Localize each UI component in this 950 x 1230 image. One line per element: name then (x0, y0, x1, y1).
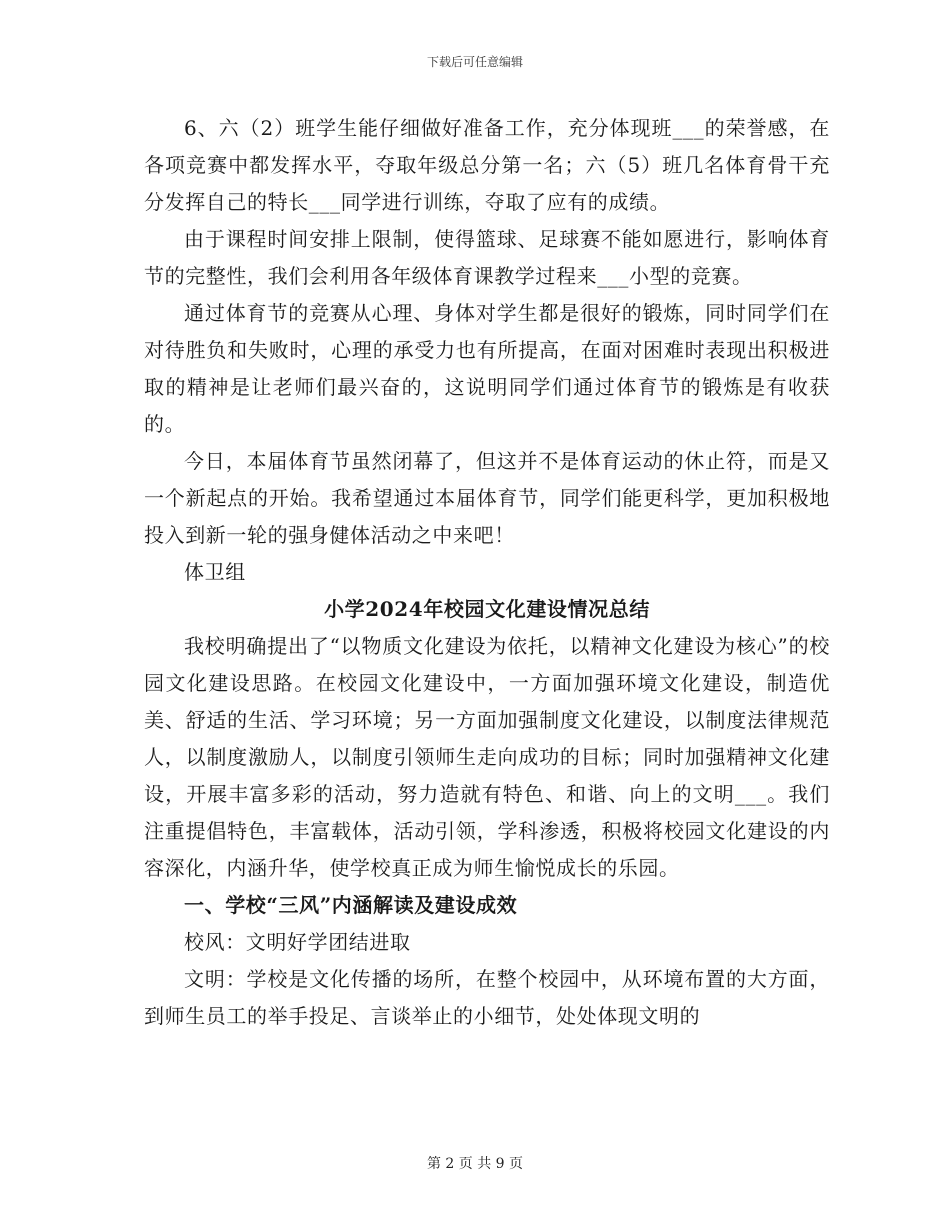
paragraph-school-motto: 校风：文明好学团结进取 (184, 930, 411, 954)
section-title: 小学2024年校园文化建设情况总结 (324, 597, 650, 621)
paragraph-closing: 今日，本届体育节虽然闭幕了，但这并不是体育运动的休止符，而是又一个新起点的开始。我希望通过本届体育节，同学们能更科学，更加积极地投入到新一轮的强身健体活动之中来吧！ (144, 449, 830, 547)
paragraph-schedule-limits: 由于课程时间安排上限制，使得篮球、足球赛不能如愿进行，影响体育节的完整性，我们会利用各年级体育课教学过程来___小型的竞赛。 (144, 227, 830, 288)
paragraph-competition-benefits: 通过体育节的竞赛从心理、身体对学生都是很好的锻炼，同时同学们在对待胜负和失败时，心理的承受力也有所提高，在面对困难时表现出积极进取的精神是让老师们最兴奋的，这说明同学们通过体育节的锻炼是有收获的。 (144, 301, 830, 436)
paragraph-civility: 文明：学校是文化传播的场所，在整个校园中，从环境布置的大方面，到师生员工的举手投足、言谈举止的小细节，处处体现文明的 (144, 967, 830, 1028)
document-body (144, 110, 830, 1035)
page-header: 下载后可任意编辑 (426, 55, 523, 69)
paragraph-culture-intro: 我校明确提出了“以物质文化建设为依托，以精神文化建设为核心”的校园文化建设思路。在校园文化建设中，一方面加强环境文化建设，制造优美、舒适的生活、学习环境；另一方面加强制度文化建设，以制度法律规范人，以制度激励人，以制度引领师生走向成功的目标；同时加强精神文化建设，开展丰富多彩的活动，努力造就有特色、和谐、向上的文明___。我们注重提倡特色，丰富载体，活动引领，学科渗透，积极将校园文化建设的内容深化，内涵升华，使学校真正成为师生愉悦成长的乐园。 (144, 634, 830, 880)
signature: 体卫组 (184, 560, 246, 584)
paragraph-class-achievements: 6、六（2）班学生能仔细做好准备工作，充分体现班___的荣誉感，在各项竞赛中都发挥水平，夺取年级总分第一名；六（5）班几名体育骨干充分发挥自己的特长___同学进行训练，夺取了应有的成绩。 (144, 116, 830, 214)
page-footer: 第 2 页 共 9 页 (426, 1156, 524, 1172)
section-heading: 一、学校“三风”内涵解读及建设成效 (184, 893, 518, 917)
